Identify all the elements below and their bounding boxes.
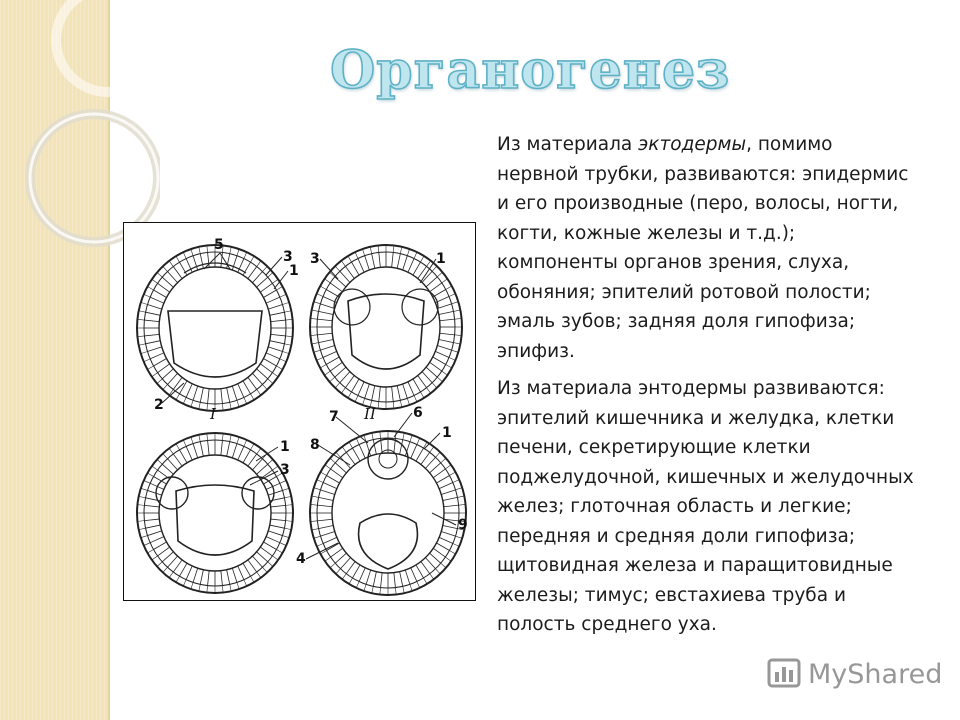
- ectoderm-term: эктодермы: [638, 134, 747, 155]
- callout-bl-3: 3: [280, 462, 290, 478]
- paragraph-ectoderm: [497, 130, 917, 366]
- section-top-left: [137, 245, 293, 411]
- callout-br-1: 1: [442, 425, 452, 441]
- callout-tr-3: 3: [310, 251, 320, 267]
- callout-br-8: 8: [310, 437, 320, 453]
- callout-tl-2: 2: [154, 397, 164, 413]
- section-bottom-left: [137, 433, 293, 593]
- section-bottom-right: [310, 431, 466, 595]
- endoderm-lead: Из материала энтодермы развиваются:: [497, 378, 885, 399]
- slide-title: Органогенез: [330, 40, 731, 101]
- myshared-logo-icon: [766, 657, 802, 691]
- watermark-text: MyShared: [808, 658, 943, 690]
- panel-label-1: I: [210, 405, 216, 423]
- section-top-right: [310, 245, 462, 409]
- panel-label-2: II: [364, 405, 376, 423]
- myshared-watermark: [766, 654, 942, 694]
- callout-tl-5: 5: [214, 237, 224, 253]
- ectoderm-lead: Из материала: [497, 134, 639, 155]
- callout-tr-1: 1: [436, 251, 446, 267]
- callout-br-4: 4: [296, 551, 306, 567]
- callout-br-6: 6: [413, 405, 423, 421]
- callout-tl-1: 1: [289, 263, 299, 279]
- embryo-diagram: [123, 222, 476, 601]
- callout-bl-1: 1: [280, 439, 290, 455]
- callout-tl-3: 3: [283, 249, 293, 265]
- callout-br-7: 7: [329, 409, 339, 425]
- content-text: [497, 130, 917, 640]
- endoderm-list: эпителий кишечника и желудка, клетки печени, секретирующие клетки поджелудочной, кишечных и желудочных желез; глоточная область и легкие; передняя и средняя доли гипофиза; щитовидная железа и паращитовидные железы; тимус; евстахиева труба и полость среднего уха.: [497, 407, 914, 635]
- ectoderm-list: , помимо нервной трубки, развиваются: эпидермис и его производные (перо, волосы, ногти, когти, кожные железы и т.д.); компоненты органов зрения, слуха, обоняния; эпителий ротовой полости; эмаль зубов; задняя доля гипофиза; эпифиз.: [497, 134, 909, 362]
- callout-br-9: 9: [458, 517, 468, 533]
- paragraph-endoderm: [497, 374, 917, 640]
